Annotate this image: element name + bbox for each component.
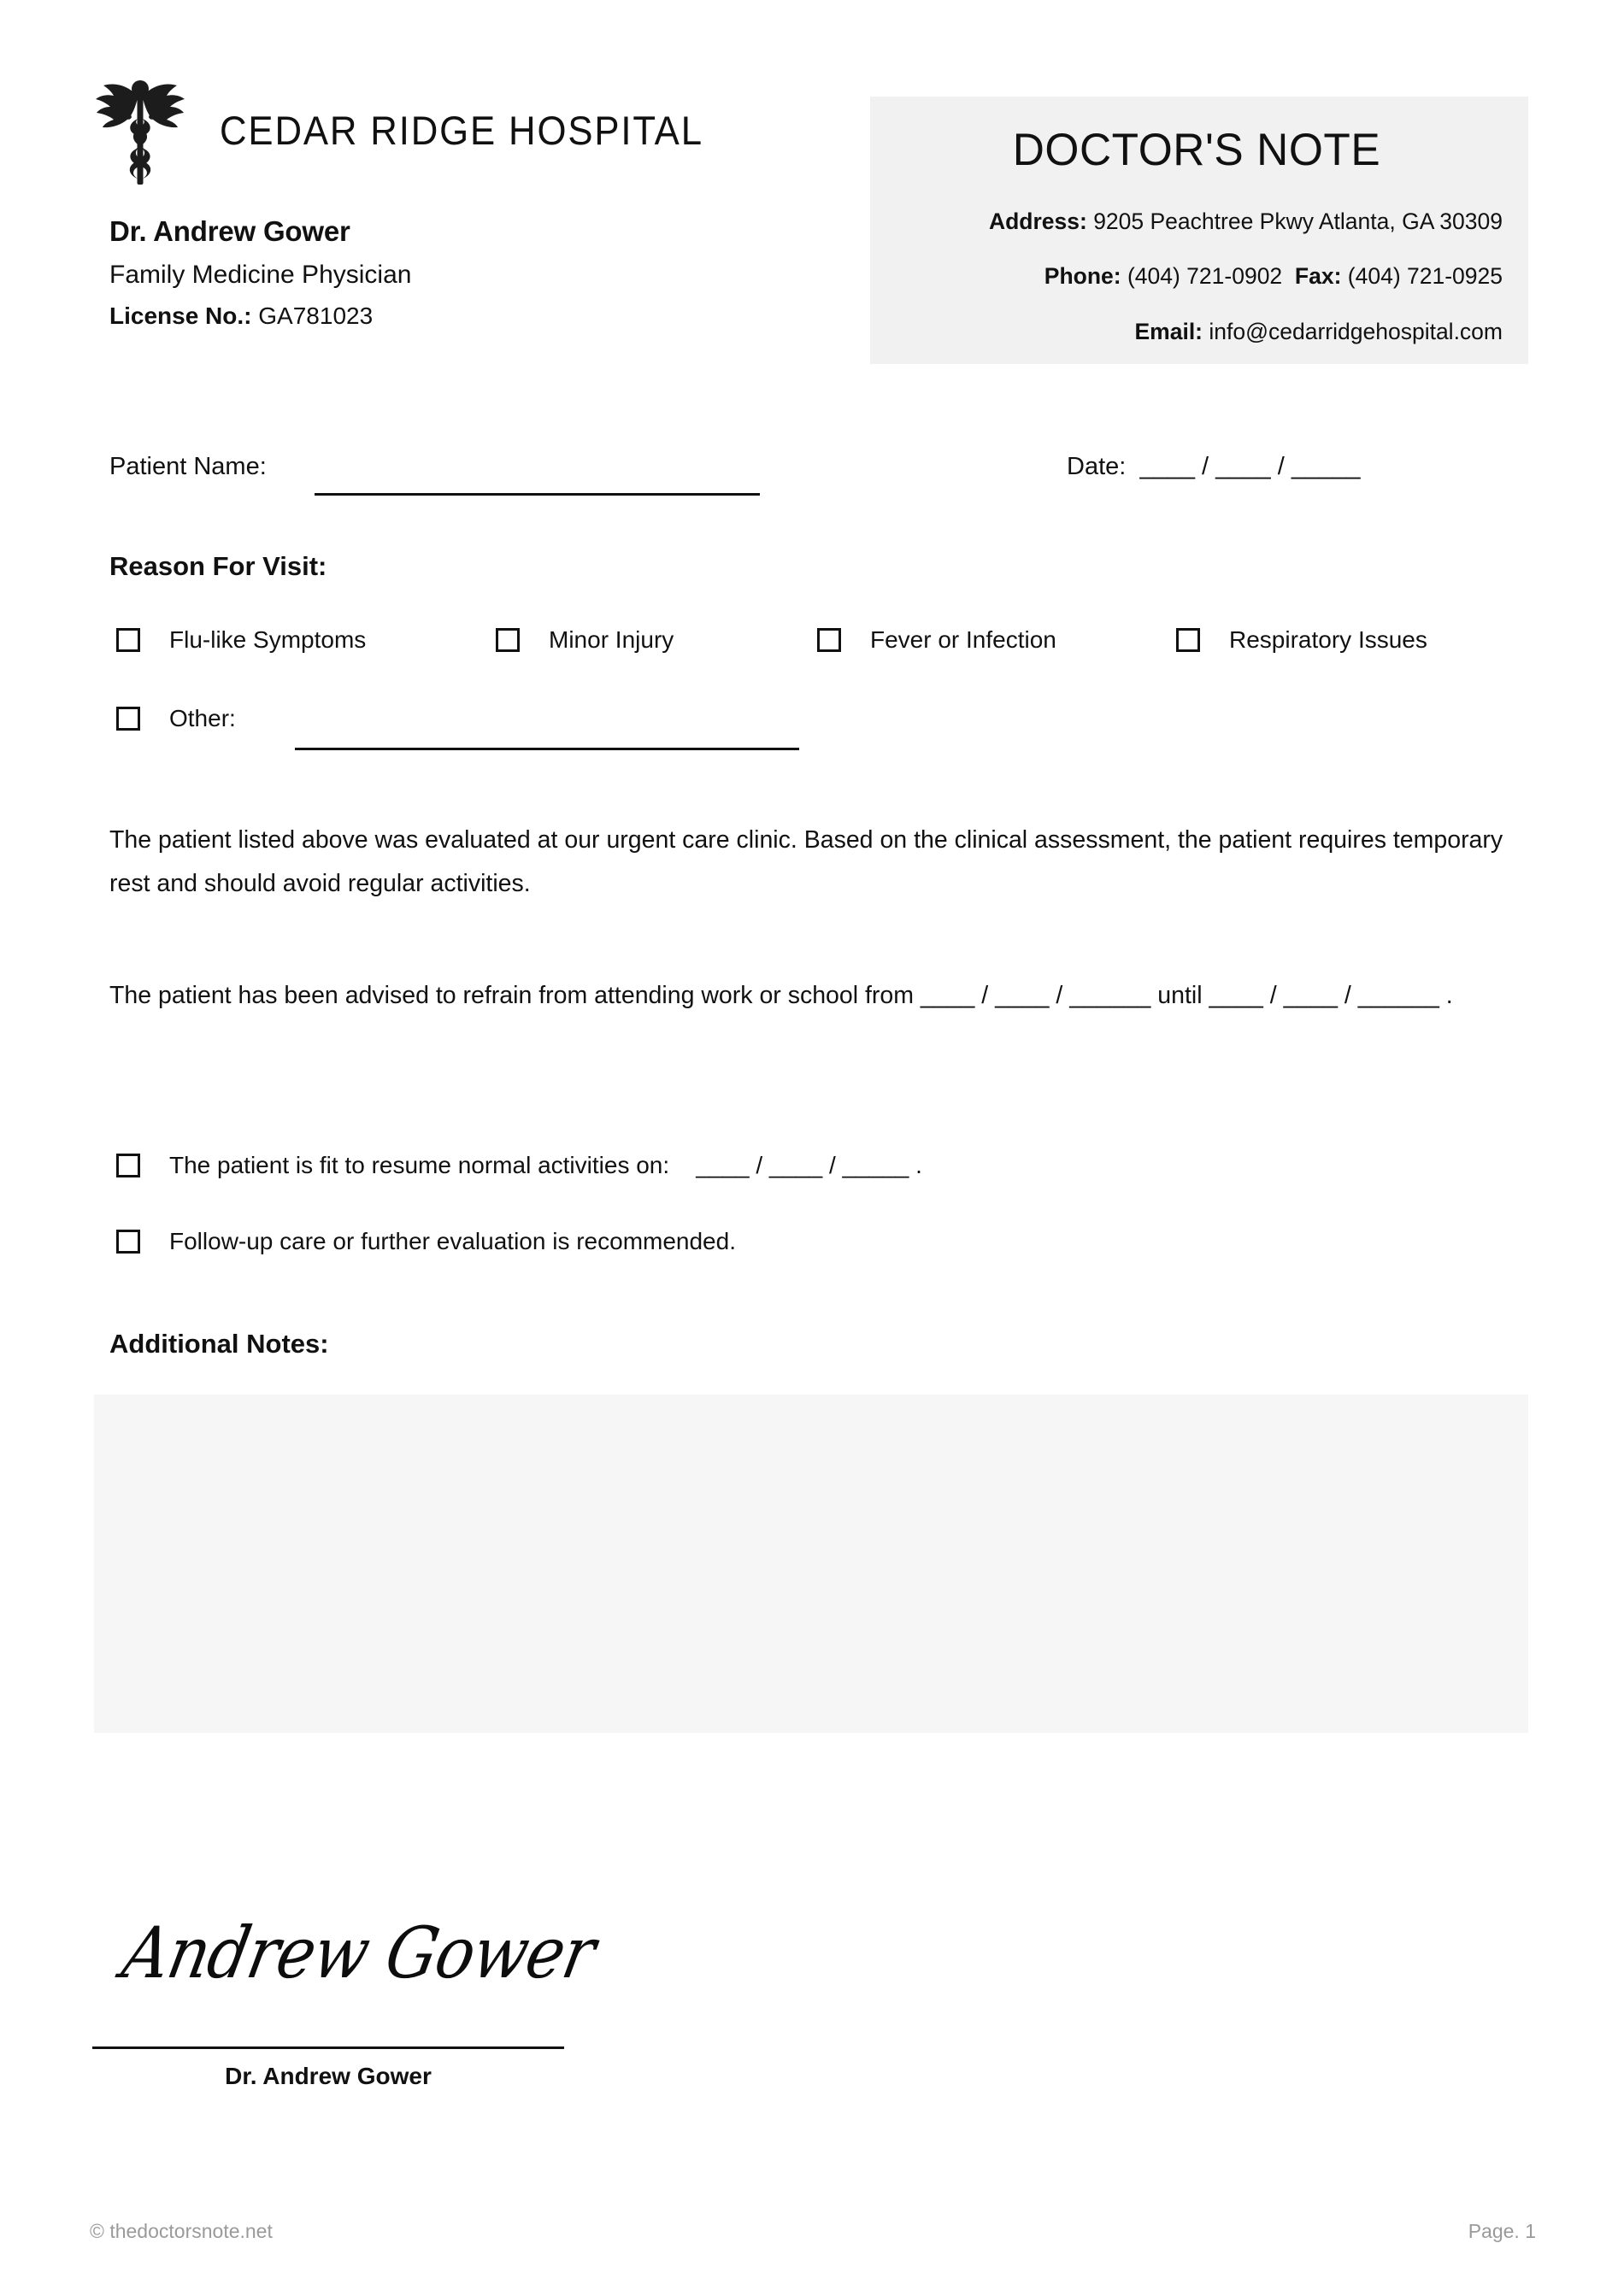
email-label: Email: <box>1134 318 1203 344</box>
fax-value: (404) 721-0925 <box>1347 263 1503 290</box>
date-field[interactable] <box>1067 453 1360 481</box>
signature-printed-name: Dr. Andrew Gower <box>225 2063 432 2089</box>
contact-phone-fax-line <box>891 261 1503 291</box>
reason-option-fever[interactable] <box>817 626 1056 654</box>
phone-label: Phone: <box>1044 263 1121 290</box>
patient-name-label: Patient Name: <box>109 453 267 480</box>
doctor-name: Dr. Andrew Gower <box>109 215 350 247</box>
phone-value: (404) 721-0902 <box>1127 263 1283 290</box>
signature-line <box>92 2046 564 2049</box>
body-paragraph-2: The patient has been advised to refrain from attending work or school from ____ / ____ / ______ until ____ / ____ / ______ . <box>109 982 1453 1009</box>
statement-label: The patient is fit to resume normal activities on: ____ / ____ / _____ . <box>169 1152 922 1178</box>
address-label: Address: <box>988 208 1087 234</box>
date-label: Date: <box>1067 453 1127 480</box>
document-title: DOCTOR'S NOTE <box>1012 125 1381 175</box>
checkbox-icon[interactable] <box>116 628 140 652</box>
reason-option-label: Respiratory Issues <box>1229 626 1427 653</box>
reason-option-label: Minor Injury <box>549 626 674 653</box>
doctor-specialty: Family Medicine Physician <box>109 260 412 289</box>
license-number: GA781023 <box>258 302 374 330</box>
signature-handwriting: Andrew Gower <box>116 1911 602 1994</box>
document-header-panel <box>870 97 1528 364</box>
checkbox-icon[interactable] <box>116 1154 140 1177</box>
statement-follow-up[interactable] <box>116 1228 736 1255</box>
other-label: Other: <box>169 705 236 731</box>
notes-heading: Additional Notes: <box>109 1329 329 1359</box>
checkbox-icon[interactable] <box>116 1230 140 1254</box>
body-paragraph-1: The patient listed above was evaluated at our urgent care clinic. Based on the clinical assessment, the patient requires temporary rest and should avoid regular activities. <box>109 826 1503 897</box>
checkbox-icon[interactable] <box>496 628 520 652</box>
patient-date-row <box>109 453 1528 504</box>
doctor-license <box>109 299 411 333</box>
page-footer <box>90 2220 1536 2243</box>
statement-label: Follow-up care or further evaluation is recommended. <box>169 1228 736 1254</box>
reason-option-label: Flu-like Symptoms <box>169 626 367 653</box>
reason-option-minor-injury[interactable] <box>496 626 674 654</box>
contact-address-line <box>891 207 1503 236</box>
doctor-info-block <box>109 212 411 333</box>
contact-email-line <box>891 317 1503 346</box>
address-value: 9205 Peachtree Pkwy Atlanta, GA 30309 <box>1093 208 1503 234</box>
patient-name-input[interactable] <box>315 493 760 496</box>
email-value: info@cedarridgehospital.com <box>1209 318 1503 344</box>
caduceus-icon <box>90 70 191 190</box>
statement-resume-activities[interactable] <box>116 1152 922 1179</box>
fax-label: Fax: <box>1294 263 1342 290</box>
date-blank: ____ / ____ / _____ <box>1139 453 1361 480</box>
notes-textarea[interactable] <box>94 1395 1528 1733</box>
reason-option-other[interactable] <box>116 705 236 732</box>
brand-header <box>90 70 739 190</box>
checkbox-icon[interactable] <box>116 707 140 731</box>
checkbox-icon[interactable] <box>1176 628 1200 652</box>
reason-option-respiratory[interactable] <box>1176 626 1427 654</box>
footer-copyright: © thedoctorsnote.net <box>90 2220 273 2242</box>
other-input[interactable] <box>295 748 799 750</box>
reason-option-label: Fever or Infection <box>870 626 1056 653</box>
hospital-name: CEDAR RIDGE HOSPITAL <box>220 107 703 153</box>
reason-options <box>116 626 1552 661</box>
checkbox-icon[interactable] <box>817 628 841 652</box>
reason-option-flu[interactable] <box>116 626 366 654</box>
reason-heading: Reason For Visit: <box>109 551 327 581</box>
license-label: License No.: <box>109 302 252 330</box>
footer-page-number: Page. 1 <box>1468 2220 1536 2242</box>
